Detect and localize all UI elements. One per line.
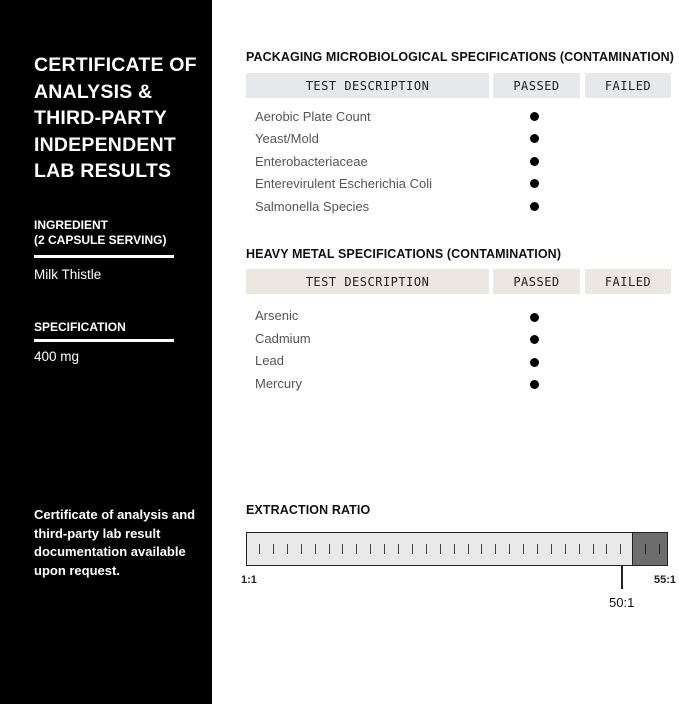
metal-header-failed: FAILED <box>585 269 671 294</box>
extraction-value-marker <box>621 566 623 589</box>
ratio-min-label: 1:1 <box>241 574 257 586</box>
specification-label: SPECIFICATION <box>34 320 126 334</box>
micro-row-label: Yeast/Mold <box>255 131 319 146</box>
ratio-tick <box>495 544 496 554</box>
micro-header-failed: FAILED <box>585 73 671 98</box>
ratio-tick <box>398 544 399 554</box>
passed-dot <box>530 335 539 344</box>
ratio-tick <box>565 544 566 554</box>
metal-row-label: Arsenic <box>255 308 299 323</box>
passed-dot <box>530 112 539 121</box>
micro-row-label: Enterobacteriaceae <box>255 154 368 169</box>
ratio-tick <box>551 544 552 554</box>
ratio-tick <box>537 544 538 554</box>
ratio-tick <box>509 544 510 554</box>
ratio-tick <box>273 544 274 554</box>
ratio-tick <box>440 544 441 554</box>
ratio-tick <box>620 544 621 554</box>
extraction-title: EXTRACTION RATIO <box>246 503 371 517</box>
passed-dot <box>530 313 539 322</box>
availability-note: Certificate of analysis and third-party lab result documentation available upon request. <box>34 507 196 578</box>
ingredient-label: INGREDIENT (2 CAPSULE SERVING) <box>34 218 167 247</box>
specification-divider <box>34 339 174 342</box>
ratio-tick <box>523 544 524 554</box>
ratio-tick <box>301 544 302 554</box>
ratio-tick <box>468 544 469 554</box>
micro-header-passed: PASSED <box>493 73 580 98</box>
metal-header-passed: PASSED <box>493 269 580 294</box>
extraction-ratio-bar <box>246 532 668 566</box>
ratio-tick <box>342 544 343 554</box>
ratio-max-label: 55:1 <box>654 574 677 586</box>
certificate-title: CERTIFICATE OF ANALYSIS & THIRD-PARTY INDEPENDENT LAB RESULTS <box>34 54 197 182</box>
ratio-tick <box>454 544 455 554</box>
metal-header-description: TEST DESCRIPTION <box>246 269 489 294</box>
metal-row-label: Lead <box>255 353 284 368</box>
ratio-tick <box>259 544 260 554</box>
ratio-tick <box>287 544 288 554</box>
ratio-tick <box>356 544 357 554</box>
ratio-tick <box>370 544 371 554</box>
ratio-tick <box>659 544 660 554</box>
ratio-tick <box>315 544 316 554</box>
ingredient-divider <box>34 255 174 258</box>
micro-section-title: PACKAGING MICROBIOLOGICAL SPECIFICATIONS (CONTAMINATION) <box>246 50 675 64</box>
ratio-value-label: 50:1 <box>609 595 635 610</box>
ratio-tick <box>384 544 385 554</box>
ratio-tick <box>645 544 646 554</box>
passed-dot <box>530 202 539 211</box>
ratio-tick <box>606 544 607 554</box>
ingredient-value: Milk Thistle <box>34 267 102 282</box>
ratio-tick <box>593 544 594 554</box>
ratio-tick <box>481 544 482 554</box>
ratio-tick <box>412 544 413 554</box>
passed-dot <box>530 134 539 143</box>
passed-dot <box>530 179 539 188</box>
micro-header-description: TEST DESCRIPTION <box>246 73 489 98</box>
passed-dot <box>530 157 539 166</box>
micro-row-label: Salmonella Species <box>255 199 370 214</box>
sidebar <box>0 0 212 704</box>
ratio-tick <box>426 544 427 554</box>
metal-section-title: HEAVY METAL SPECIFICATIONS (CONTAMINATION) <box>246 247 562 261</box>
passed-dot <box>530 380 539 389</box>
passed-dot <box>530 358 539 367</box>
ratio-tick <box>579 544 580 554</box>
metal-row-label: Cadmium <box>255 331 311 346</box>
specification-value: 400 mg <box>34 349 80 364</box>
metal-row-label: Mercury <box>255 376 302 391</box>
extraction-ratio-remainder <box>632 533 667 565</box>
micro-row-label: Enterevirulent Escherichia Coli <box>255 176 433 191</box>
ratio-tick <box>329 544 330 554</box>
micro-row-label: Aerobic Plate Count <box>255 109 371 124</box>
